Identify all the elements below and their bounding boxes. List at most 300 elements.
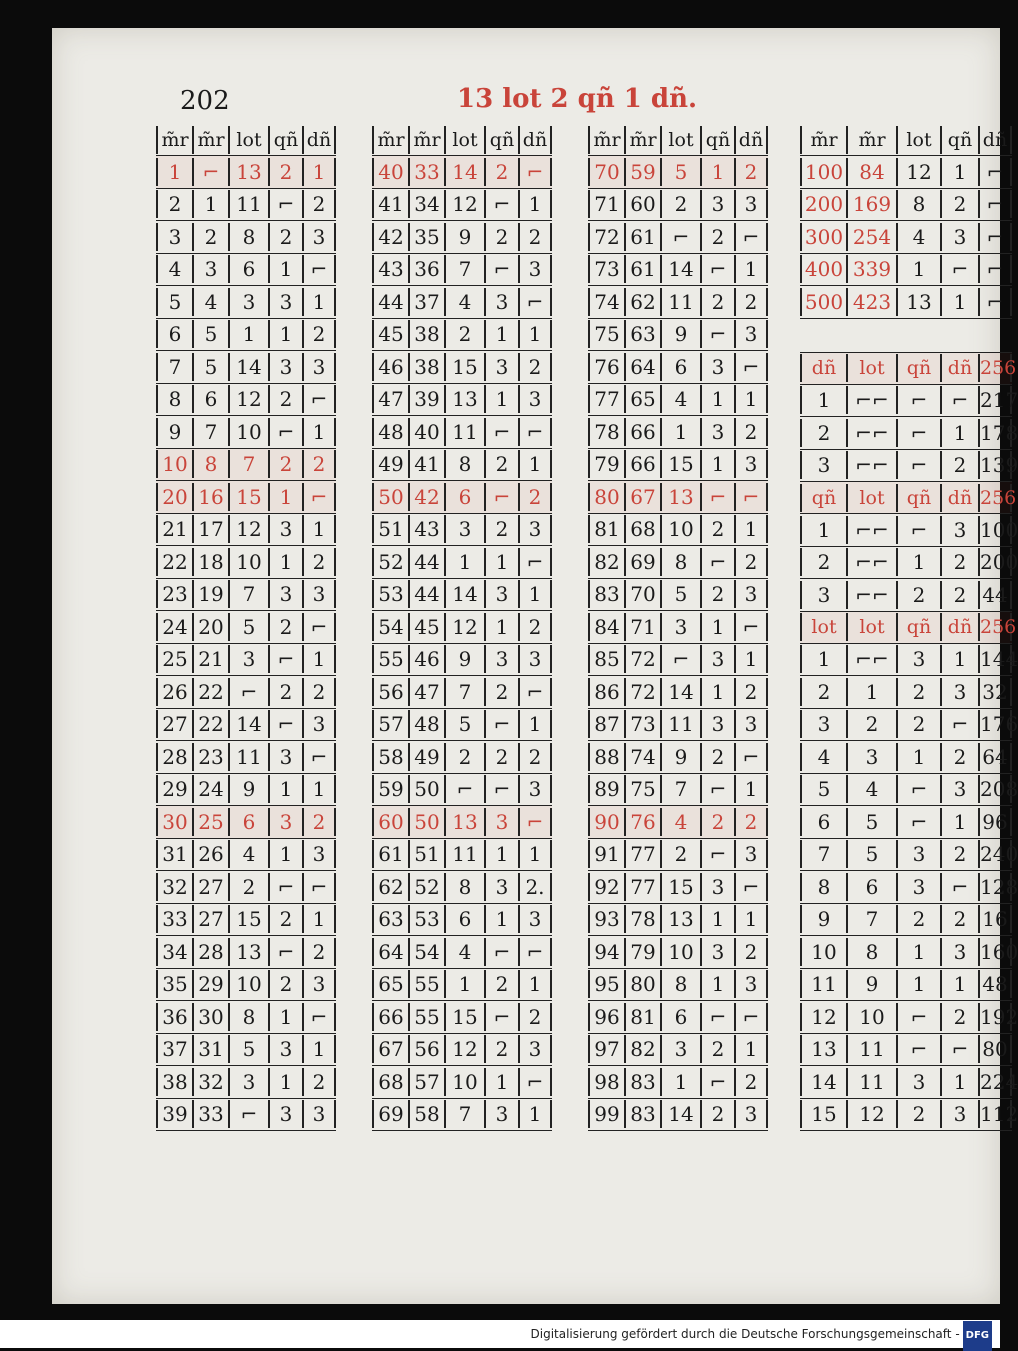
- table-row: [372, 221, 552, 254]
- table-cell: 74: [588, 288, 624, 316]
- table-header-row: [156, 124, 336, 156]
- table-cell: 59: [372, 775, 408, 803]
- table-cell: 8: [444, 450, 484, 478]
- table-cell: 9: [660, 320, 700, 348]
- table-cell: ⌐: [978, 158, 1012, 186]
- table-cell: 6: [156, 320, 192, 348]
- table-cell: 4: [896, 223, 940, 251]
- table-cell: 2: [268, 970, 302, 998]
- table-header-row: [800, 612, 1017, 644]
- table-cell: 55: [408, 970, 444, 998]
- table-row: [372, 416, 552, 449]
- table-cell: 2: [302, 808, 336, 836]
- table-cell: 7: [228, 450, 268, 478]
- table-cell: 3: [484, 580, 518, 608]
- table-cell: 1: [484, 320, 518, 348]
- table-cell: 79: [588, 450, 624, 478]
- table-cell: ⌐⌐: [846, 516, 896, 544]
- table-cell: 80: [588, 483, 624, 511]
- table-cell: 19: [192, 580, 228, 608]
- conversion-table-1: [156, 124, 336, 1131]
- table-cell: ⌐: [734, 873, 768, 901]
- table-row: [372, 936, 552, 969]
- table-cell: ⌐: [518, 808, 552, 836]
- table-cell: 76: [624, 808, 660, 836]
- table-cell: 14: [444, 158, 484, 186]
- table-cell: 8: [156, 385, 192, 413]
- table-cell: 12: [846, 1100, 896, 1128]
- table-cell: 5: [846, 808, 896, 836]
- table-cell: 2: [484, 515, 518, 543]
- table-cell: 2: [268, 223, 302, 251]
- table-cell: 81: [624, 1003, 660, 1031]
- header-cell: lot: [896, 126, 940, 154]
- table-cell: 1: [302, 288, 336, 316]
- table-cell: 1: [484, 1068, 518, 1096]
- table-cell: ⌐⌐: [846, 645, 896, 673]
- table-cell: ⌐: [302, 255, 336, 283]
- table-cell: 10: [156, 450, 192, 478]
- table-cell: 5: [660, 580, 700, 608]
- table-cell: 3: [700, 645, 734, 673]
- table-cell: 92: [588, 873, 624, 901]
- table-cell: 2: [302, 450, 336, 478]
- table-cell: 6: [660, 353, 700, 381]
- table-row: [372, 579, 552, 612]
- table-cell: 1: [518, 970, 552, 998]
- table-cell: 3: [302, 710, 336, 738]
- table-cell: 36: [408, 255, 444, 283]
- table-cell: 3: [518, 645, 552, 673]
- table-cell: 2: [800, 419, 846, 447]
- table-cell: 1: [518, 320, 552, 348]
- table-cell: 1: [518, 710, 552, 738]
- table-cell: 31: [156, 840, 192, 868]
- table-cell: 46: [408, 645, 444, 673]
- table-cell: 21: [192, 645, 228, 673]
- table-cell: 4: [660, 808, 700, 836]
- table-row: [372, 774, 552, 807]
- table-row: [156, 384, 336, 417]
- table-cell: 21: [156, 515, 192, 543]
- table-row: [372, 254, 552, 287]
- table-row: [588, 514, 768, 547]
- table-row: [800, 417, 1018, 450]
- table-cell: 71: [624, 613, 660, 641]
- table-cell: 8: [192, 450, 228, 478]
- table-row: [372, 1099, 552, 1132]
- table-row: [156, 1034, 336, 1067]
- table-cell: 71: [588, 190, 624, 218]
- table-row: [588, 1001, 768, 1034]
- table-cell: ⌐: [268, 190, 302, 218]
- table-row: [800, 904, 1012, 937]
- table-row: [800, 189, 1012, 222]
- table-cell: 2: [484, 743, 518, 771]
- table-cell: 12: [444, 613, 484, 641]
- table-cell: 78: [624, 905, 660, 933]
- table-cell: 9: [660, 743, 700, 771]
- table-cell: 13: [800, 1035, 846, 1063]
- table-cell: 4: [444, 938, 484, 966]
- table-cell: 44: [408, 548, 444, 576]
- table-row: [372, 156, 552, 189]
- table-cell: 10: [444, 1068, 484, 1096]
- table-cell: 37: [408, 288, 444, 316]
- table-cell: 33: [408, 158, 444, 186]
- table-row: [372, 189, 552, 222]
- header-cell: m̃r: [624, 126, 660, 154]
- table-cell: 1: [192, 190, 228, 218]
- table-row: [800, 1066, 1018, 1099]
- table-cell: 2: [700, 288, 734, 316]
- table-cell: 84: [588, 613, 624, 641]
- table-cell: 30: [156, 808, 192, 836]
- table-cell: 1: [700, 678, 734, 706]
- table-row: [156, 644, 336, 677]
- table-cell: 72: [624, 645, 660, 673]
- table-cell: 8: [444, 873, 484, 901]
- table-cell: ⌐: [700, 255, 734, 283]
- table-cell: 2: [518, 613, 552, 641]
- table-cell: 7: [444, 678, 484, 706]
- table-row: [588, 254, 768, 287]
- table-cell: 3: [896, 840, 940, 868]
- header-cell: lot: [800, 613, 846, 641]
- table-cell: 2: [734, 808, 768, 836]
- table-cell: 57: [408, 1068, 444, 1096]
- table-cell: 23: [156, 580, 192, 608]
- table-cell: 2: [302, 190, 336, 218]
- header-cell: m̃r: [156, 126, 192, 154]
- table-row: [156, 806, 336, 839]
- table-cell: 16: [192, 483, 228, 511]
- table-cell: 88: [588, 743, 624, 771]
- table-cell: 10: [800, 938, 846, 966]
- table-row: [588, 644, 768, 677]
- table-row: [156, 514, 336, 547]
- table-cell: 67: [372, 1035, 408, 1063]
- table-cell: 3: [734, 710, 768, 738]
- table-cell: 1: [268, 320, 302, 348]
- table-row: [372, 546, 552, 579]
- table-cell: ⌐: [302, 873, 336, 901]
- table-cell: 86: [588, 678, 624, 706]
- table-cell: 3: [940, 223, 978, 251]
- table-cell: 48: [372, 418, 408, 446]
- table-row: [372, 286, 552, 319]
- table-cell: 1: [940, 645, 978, 673]
- table-row: [372, 611, 552, 644]
- table-cell: 73: [624, 710, 660, 738]
- table-cell: 13: [228, 938, 268, 966]
- table-cell: 1: [940, 158, 978, 186]
- table-cell: 3: [700, 938, 734, 966]
- table-cell: 1: [800, 516, 846, 544]
- table-cell: ⌐: [484, 775, 518, 803]
- table-cell: ⌐: [268, 710, 302, 738]
- table-cell: 53: [372, 580, 408, 608]
- table-cell: 3: [228, 1068, 268, 1096]
- table-row: [588, 351, 768, 384]
- table-row: [588, 449, 768, 482]
- table-cell: 2: [484, 223, 518, 251]
- table-row: [156, 546, 336, 579]
- table-row: [156, 741, 336, 774]
- table-cell: 64: [624, 353, 660, 381]
- table-cell: ⌐⌐: [846, 386, 896, 414]
- table-cell: 60: [624, 190, 660, 218]
- table-row: [588, 709, 768, 742]
- table-cell: 1: [896, 548, 940, 576]
- table-cell: 64: [372, 938, 408, 966]
- table-cell: 2: [700, 1100, 734, 1128]
- table-cell: 3: [268, 808, 302, 836]
- table-cell: 3: [268, 353, 302, 381]
- table-row: [800, 254, 1012, 287]
- table-cell: 6: [228, 255, 268, 283]
- table-cell: 3: [268, 288, 302, 316]
- table-row: [372, 481, 552, 514]
- table-cell: 45: [408, 613, 444, 641]
- table-cell: 1: [896, 970, 940, 998]
- table-cell: 217: [980, 388, 1018, 413]
- table-row: [372, 1034, 552, 1067]
- table-cell: 53: [408, 905, 444, 933]
- table-cell: 1: [800, 386, 846, 414]
- table-cell: 6: [228, 808, 268, 836]
- table-cell: 15: [228, 905, 268, 933]
- table-cell: 54: [408, 938, 444, 966]
- table-row: [156, 449, 336, 482]
- table-cell: 2: [268, 158, 302, 186]
- table-row: [156, 1099, 336, 1132]
- table-cell: 224: [980, 1069, 1018, 1094]
- table-cell: 4: [156, 255, 192, 283]
- table-cell: 75: [624, 775, 660, 803]
- table-cell: 3: [302, 840, 336, 868]
- header-cell: dñ: [734, 126, 768, 154]
- table-cell: ⌐: [484, 938, 518, 966]
- table-cell: 3: [484, 808, 518, 836]
- table-cell: 55: [408, 1003, 444, 1031]
- table-cell: 3: [484, 288, 518, 316]
- table-cell: 2: [518, 223, 552, 251]
- table-cell: 22: [192, 710, 228, 738]
- table-cell: 2: [302, 1068, 336, 1096]
- table-cell: 7: [800, 840, 846, 868]
- table-cell: 2.: [518, 873, 552, 901]
- table-cell: ⌐: [302, 613, 336, 641]
- table-cell: 69: [624, 548, 660, 576]
- table-cell: 65: [624, 385, 660, 413]
- table-cell: 48: [408, 710, 444, 738]
- table-row: [156, 351, 336, 384]
- table-cell: 61: [624, 255, 660, 283]
- table-cell: 3: [700, 353, 734, 381]
- table-cell: 3: [302, 580, 336, 608]
- table-cell: 62: [372, 873, 408, 901]
- table-cell: 3: [302, 970, 336, 998]
- header-cell: lot: [444, 126, 484, 154]
- table-cell: ⌐: [940, 386, 978, 414]
- table-row: [156, 481, 336, 514]
- table-cell: 3: [518, 1035, 552, 1063]
- table-cell: 1: [734, 645, 768, 673]
- header-cell: 256: [978, 484, 1012, 512]
- header-cell: qñ: [940, 126, 978, 154]
- table-cell: 6: [660, 1003, 700, 1031]
- table-cell: 2: [484, 1035, 518, 1063]
- table-row: [800, 644, 1018, 677]
- table-cell: 34: [408, 190, 444, 218]
- table-cell: 2: [268, 385, 302, 413]
- table-cell: 82: [624, 1035, 660, 1063]
- footer-text: Digitalisierung gefördert durch die Deutsche Forschungsgemeinschaft -: [530, 1327, 960, 1341]
- table-cell: 85: [588, 645, 624, 673]
- table-row: [800, 774, 1018, 807]
- table-row: [156, 774, 336, 807]
- table-cell: 1: [268, 255, 302, 283]
- table-cell: 2: [734, 938, 768, 966]
- header-cell: qñ: [268, 126, 302, 154]
- table-row: [156, 904, 336, 937]
- table-cell: 5: [192, 353, 228, 381]
- table-cell: 8: [228, 223, 268, 251]
- header-cell: dñ: [978, 126, 1012, 154]
- header-cell: dñ: [940, 354, 978, 382]
- table-cell: 36: [156, 1003, 192, 1031]
- page-number: 202: [180, 86, 230, 116]
- table-cell: 5: [156, 288, 192, 316]
- table-row: [800, 806, 1012, 839]
- table-cell: 12: [444, 1035, 484, 1063]
- table-cell: 2: [268, 613, 302, 641]
- table-cell: 11: [846, 1068, 896, 1096]
- table-cell: 1: [734, 905, 768, 933]
- table-cell: ⌐: [978, 223, 1012, 251]
- table-cell: 2: [940, 840, 978, 868]
- table-cell: 1: [734, 1035, 768, 1063]
- table-cell: ⌐: [734, 223, 768, 251]
- table-row: [588, 319, 768, 352]
- table-row: [372, 351, 552, 384]
- table-cell: 96: [588, 1003, 624, 1031]
- table-cell: 15: [660, 873, 700, 901]
- table-cell: 2: [896, 581, 940, 609]
- table-cell: 3: [800, 581, 846, 609]
- table-cell: 42: [372, 223, 408, 251]
- table-cell: 3: [940, 938, 978, 966]
- table-row: [372, 384, 552, 417]
- table-cell: 63: [624, 320, 660, 348]
- table-cell: 3: [268, 580, 302, 608]
- table-cell: 3: [896, 1068, 940, 1096]
- table-cell: 5: [660, 158, 700, 186]
- table-cell: 10: [846, 1003, 896, 1031]
- table-cell: 22: [156, 548, 192, 576]
- table-cell: ⌐: [518, 288, 552, 316]
- table-cell: 31: [192, 1035, 228, 1063]
- table-cell: 3: [268, 1035, 302, 1063]
- table-cell: 423: [846, 288, 896, 316]
- table-row: [372, 709, 552, 742]
- table-cell: 38: [408, 320, 444, 348]
- table-row: [156, 1066, 336, 1099]
- table-cell: 84: [846, 158, 896, 186]
- table-cell: 32: [978, 678, 1012, 706]
- table-cell: 3: [700, 418, 734, 446]
- table-cell: 1: [302, 158, 336, 186]
- table-cell: ⌐: [268, 873, 302, 901]
- table-cell: 3: [800, 451, 846, 479]
- table-cell: 5: [192, 320, 228, 348]
- table-cell: 1: [302, 418, 336, 446]
- header-cell: lot: [846, 613, 896, 641]
- table-cell: 3: [228, 645, 268, 673]
- table-cell: 2: [734, 288, 768, 316]
- table-cell: 139: [980, 453, 1018, 478]
- table-cell: 2: [734, 158, 768, 186]
- table-cell: 128: [980, 874, 1018, 899]
- table-cell: 9: [444, 645, 484, 673]
- table-row: [372, 806, 552, 839]
- table-cell: 1: [302, 515, 336, 543]
- table-cell: 176: [980, 712, 1018, 737]
- table-cell: 2: [156, 190, 192, 218]
- table-cell: ⌐: [518, 548, 552, 576]
- table-cell: 3: [484, 353, 518, 381]
- table-cell: 500: [800, 288, 846, 316]
- table-cell: 2: [660, 190, 700, 218]
- table-cell: 2: [268, 678, 302, 706]
- table-cell: 39: [408, 385, 444, 413]
- table-cell: 39: [156, 1100, 192, 1128]
- table-row: [588, 806, 768, 839]
- table-cell: ⌐: [660, 223, 700, 251]
- table-cell: ⌐: [228, 678, 268, 706]
- table-cell: 3: [302, 353, 336, 381]
- table-header-row: [588, 124, 768, 156]
- table-cell: 1: [660, 1068, 700, 1096]
- table-row: [588, 1034, 768, 1067]
- table-cell: 67: [624, 483, 660, 511]
- table-row: [588, 221, 768, 254]
- table-cell: 3: [940, 678, 978, 706]
- table-cell: ⌐: [484, 1003, 518, 1031]
- table-cell: 1: [734, 775, 768, 803]
- table-cell: 2: [518, 1003, 552, 1031]
- table-cell: 50: [408, 808, 444, 836]
- table-cell: 1: [518, 190, 552, 218]
- table-cell: 2: [800, 548, 846, 576]
- table-cell: ⌐: [518, 938, 552, 966]
- table-cell: 7: [192, 418, 228, 446]
- table-cell: 5: [228, 1035, 268, 1063]
- table-row: [156, 676, 336, 709]
- table-cell: 1: [484, 613, 518, 641]
- table-cell: 2: [444, 743, 484, 771]
- table-cell: 2: [940, 743, 978, 771]
- table-cell: 11: [444, 840, 484, 868]
- table-cell: 3: [896, 873, 940, 901]
- table-cell: 68: [624, 515, 660, 543]
- table-cell: ⌐: [896, 808, 940, 836]
- table-cell: 1: [484, 385, 518, 413]
- table-cell: 2: [734, 1068, 768, 1096]
- table-cell: 32: [156, 873, 192, 901]
- table-cell: 10: [660, 938, 700, 966]
